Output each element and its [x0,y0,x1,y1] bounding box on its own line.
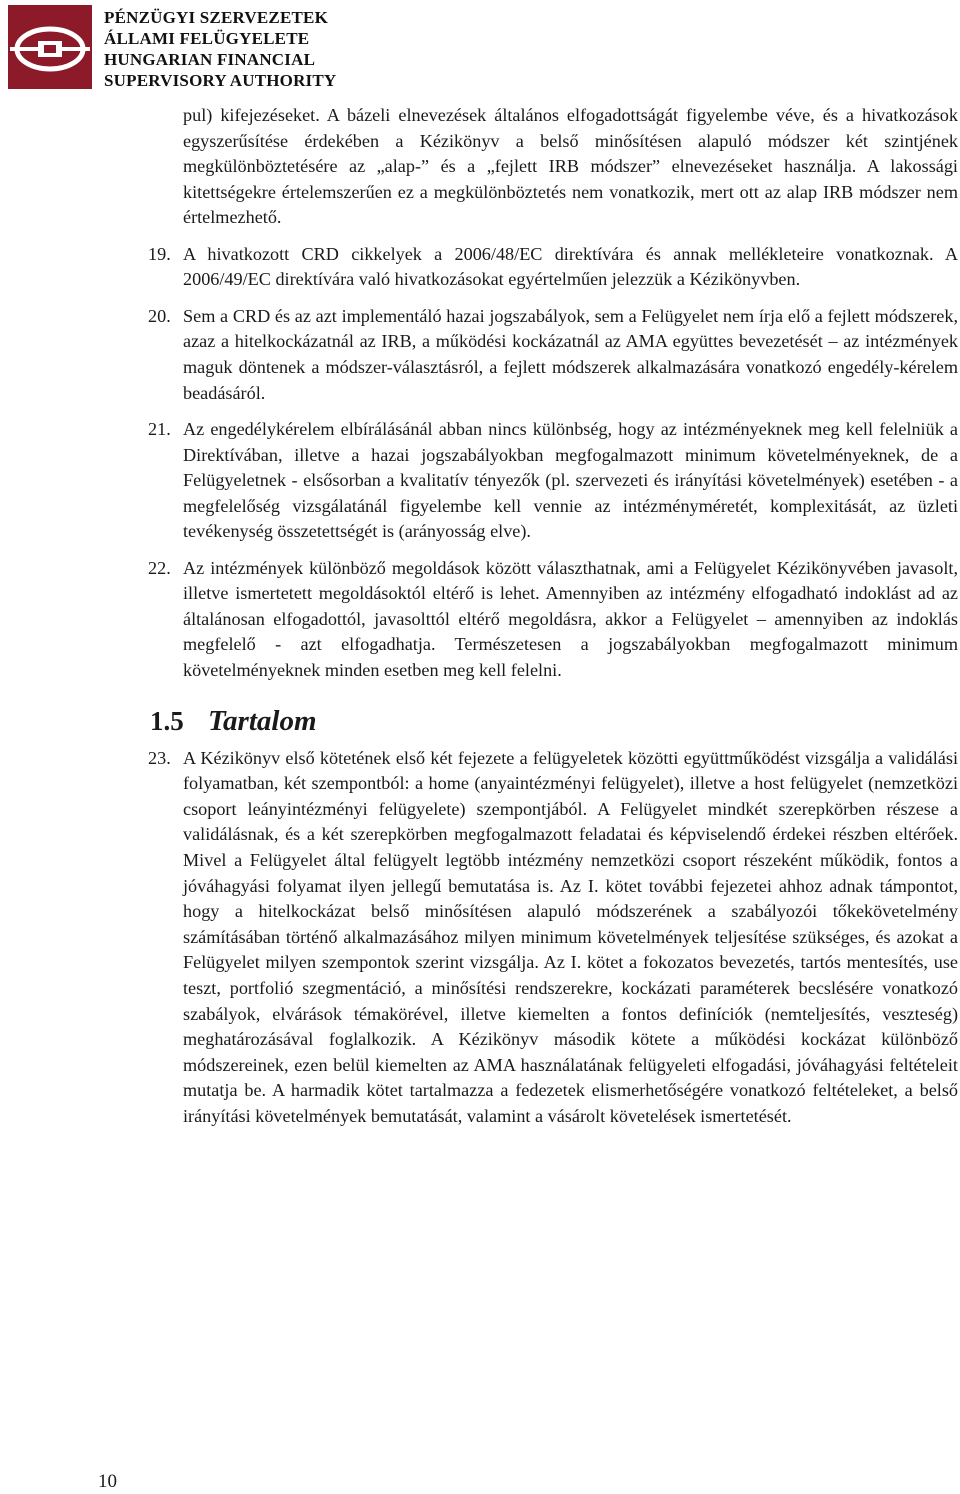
paragraph-text: pul) kifejezéseket. A bázeli elnevezések általános elfogadottságát figyelembe véve, és a hivatkozások egyszerűsítése érdekében a Kézikönyv a belső minősítésen alapuló módszer két szintjének megkülönböztetésére az „alap-” és a „fejlett IRB módszer” elnevezéseket használja. A lakossági kitettségekre értelemszerűen ez a megkülönböztetés nem vonatkozik, mert ott az alap IRB módszer nem értelmezhető. [183,105,958,228]
paragraph-text: A hivatkozott CRD cikkelyek a 2006/48/EC direktívára és annak mellékleteire vonatkoznak. A 2006/49/EC direktívára való hivatkozásokat egyértelműen jelezzük a Kézikönyvben. [183,243,958,290]
paragraph-number: 21. [148,418,171,439]
paragraph-21 [148,417,958,545]
page-number: 10 [98,1471,117,1492]
paragraph-text: Az engedélykérelem elbírálásánál abban nincs különbség, hogy az intézményeknek meg kell felelniük a Direktívában, illetve a hazai jogszabályokban megfogalmazott minimum követelményeknek, de a Felügyeletnek - elsősorban a kvalitatív tényezők (pl. szervezeti és irányítási követelmények) esetében - a megfelelőség vizsgálatánál figyelembe kell vennie az intézményméretét, komplexitását, az üzleti tevékenység összetettségét is (arányosság elve). [183,418,958,542]
paragraph-22 [148,556,958,684]
section-heading [150,706,958,736]
org-name-line: SUPERVISORY AUTHORITY [104,71,337,90]
paragraph-number: 23. [148,747,171,768]
paragraph-19 [148,242,958,293]
psza-logo [8,5,92,89]
paragraph-number: 22. [148,557,171,578]
org-name-line: ÁLLAMI FELÜGYELETE [104,29,310,48]
organization-name [104,7,336,91]
intro-paragraph [148,103,958,231]
paragraph-23 [148,746,958,1130]
page-header [8,5,408,91]
document-body [148,103,958,1140]
org-name-line: HUNGARIAN FINANCIAL [104,50,316,69]
org-name-line: PÉNZÜGYI SZERVEZETEK [104,8,328,27]
section-title: Tartalom [208,704,317,737]
paragraph-number: 20. [148,305,171,326]
psza-logo-icon [8,5,92,89]
paragraph-text: Sem a CRD és az azt implementáló hazai jogszabályok, sem a Felügyelet nem írja elő a fejlett módszerek, azaz a hitelkockázatnál az IRB, a működési kockázatnál az AMA együttes bevezetését – az intézmények maguk döntenek a módszer-választásról, a fejlett módszerek alkalmazására vonatkozó engedély-kérelem beadásáról. [183,305,958,403]
paragraph-text: A Kézikönyv első kötetének első két fejezete a felügyeletek közötti együttműködést vizsgálja a validálási folyamatban, két szempontból: a home (anyaintézményi felügyelet), illetve a host felügyelet (nemzetközi csoport leányintézményi felügyelete) szempontjából. A Felügyelet mindkét szerepkörben részese a validálásnak, és a két szerepkörben megfogalmazott feladatai és képviselendő érdekei részben eltérőek. Mivel a Felügyelet által felügyelt legtöbb intézmény nemzetközi csoport részeként működik, fontos a jóváhagyási folyamat ilyen jellegű bemutatása is. Az I. kötet további fejezetei ahhoz adnak támpontot, hogy a hitelkockázat belső minősítésen alapuló módszerének a szabályozói tőkekövetelmény számításában történő alkalmazásához milyen minimum követelmények teljesítése szükséges, és azokat a Felügyelet milyen szempontok szerint vizsgálja. Az I. kötet a fokozatos bevezetés, tartós mentesítés, use teszt, portfolió szegmentáció, a minősítési rendszerekre, kockázati paraméterek becslésére vonatkozó szabályok, elvárások témakörével, illetve kiemelten a fontos definíciók (nemteljesítés, veszteség) meghatározásával foglalkozik. A Kézikönyv második kötete a működési kockázat különböző módszereinek, ezen belül kiemelten az AMA használatának felügyeleti elfogadási, jóváhagyási feltételeit mutatja be. A harmadik kötet tartalmazza a fedezetek elismerhetőségére vonatkozó feltételeket, a belső irányítási követelmények bemutatását, valamint a vásárolt követelések ismertetését. [183,747,958,1126]
paragraph-20 [148,304,958,406]
paragraph-text: Az intézmények különböző megoldások között választhatnak, ami a Felügyelet Kézikönyvében javasolt, illetve ismertetett megoldásoktól eltérő is lehet. Amennyiben az intézmény elfogadható indoklást ad az általánosan elfogadottól, javasolttól eltérő megoldásra, akkor a Felügyelet – amennyiben az indoklás megfelelő - azt elfogadhatja. Természetesen a jogszabályokban megfogalmazott minimum követelményeknek minden esetben meg kell felelni. [183,557,958,681]
paragraph-number: 19. [148,243,171,264]
section-number: 1.5 [150,705,184,736]
